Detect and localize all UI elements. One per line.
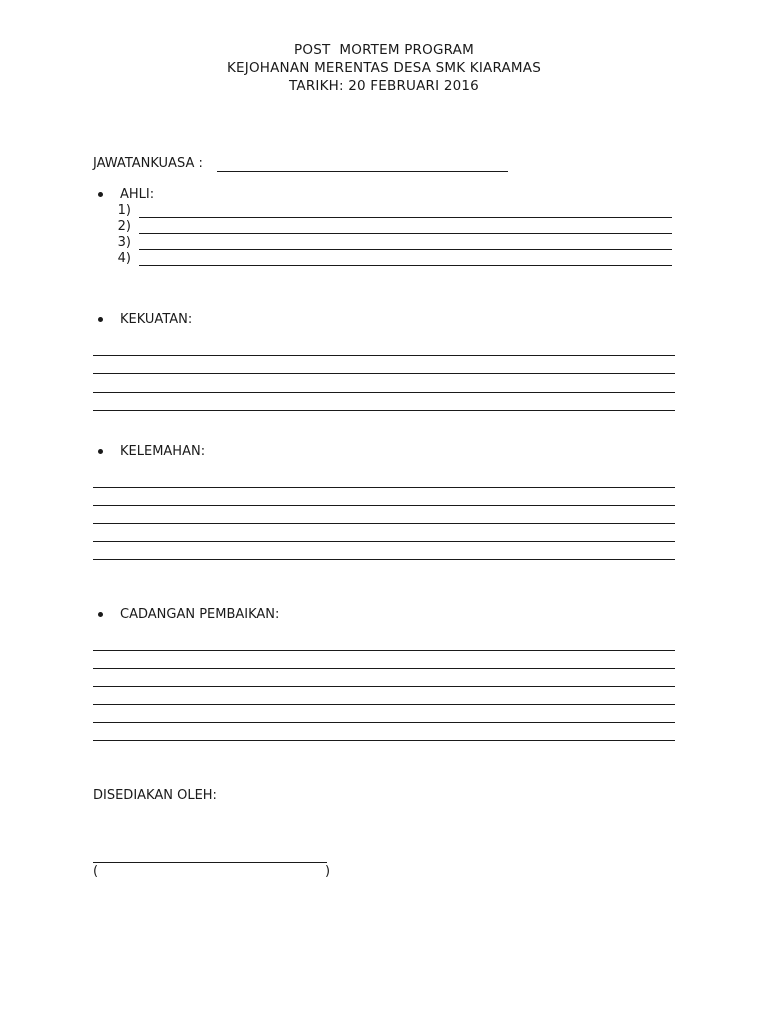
suggestions-blank-line-4[interactable] (93, 704, 675, 705)
suggestions-blank-line-5[interactable] (93, 722, 675, 723)
suggestions-blank-line-2[interactable] (93, 668, 675, 669)
weaknesses-label: KELEMAHAN: (120, 444, 206, 459)
weaknesses-blank-line-1[interactable] (93, 487, 675, 488)
member-number-2: 2) (117, 219, 131, 234)
committee-blank-line[interactable] (217, 171, 508, 172)
title-line-1: POST MORTEM PROGRAM (294, 42, 474, 58)
title-line-3: TARIKH: 20 FEBRUARI 2016 (289, 78, 479, 94)
weaknesses-blank-line-2[interactable] (93, 505, 675, 506)
strengths-blank-line-2[interactable] (93, 373, 675, 374)
member-blank-line-4[interactable] (139, 265, 672, 266)
member-blank-line-2[interactable] (139, 233, 672, 234)
signature-line[interactable] (93, 862, 327, 863)
prepared-by-label: DISEDIAKAN OLEH: (93, 788, 217, 803)
strengths-blank-line-4[interactable] (93, 410, 675, 411)
member-number-1: 1) (117, 203, 131, 218)
weaknesses-blank-line-4[interactable] (93, 541, 675, 542)
bullet-icon (98, 192, 103, 197)
member-number-4: 4) (117, 251, 131, 266)
suggestions-blank-line-3[interactable] (93, 686, 675, 687)
document-header (0, 41, 768, 95)
members-label: AHLI: (120, 187, 155, 202)
name-open-paren: ( (93, 864, 99, 879)
suggestions-blank-line-1[interactable] (93, 650, 675, 651)
member-number-3: 3) (117, 235, 131, 250)
bullet-icon (98, 612, 103, 617)
weaknesses-blank-line-5[interactable] (93, 559, 675, 560)
bullet-icon (98, 449, 103, 454)
strengths-blank-line-3[interactable] (93, 392, 675, 393)
bullet-icon (98, 317, 103, 322)
member-blank-line-1[interactable] (139, 217, 672, 218)
title-line-2: KEJOHANAN MERENTAS DESA SMK KIARAMAS (226, 60, 541, 76)
weaknesses-blank-line-3[interactable] (93, 523, 675, 524)
strengths-label: KEKUATAN: (120, 312, 193, 327)
committee-label: JAWATANKUASA : (93, 156, 203, 171)
member-blank-line-3[interactable] (139, 249, 672, 250)
strengths-blank-line-1[interactable] (93, 355, 675, 356)
name-close-paren: ) (325, 864, 331, 879)
suggestions-label: CADANGAN PEMBAIKAN: (120, 607, 280, 622)
suggestions-blank-line-6[interactable] (93, 740, 675, 741)
